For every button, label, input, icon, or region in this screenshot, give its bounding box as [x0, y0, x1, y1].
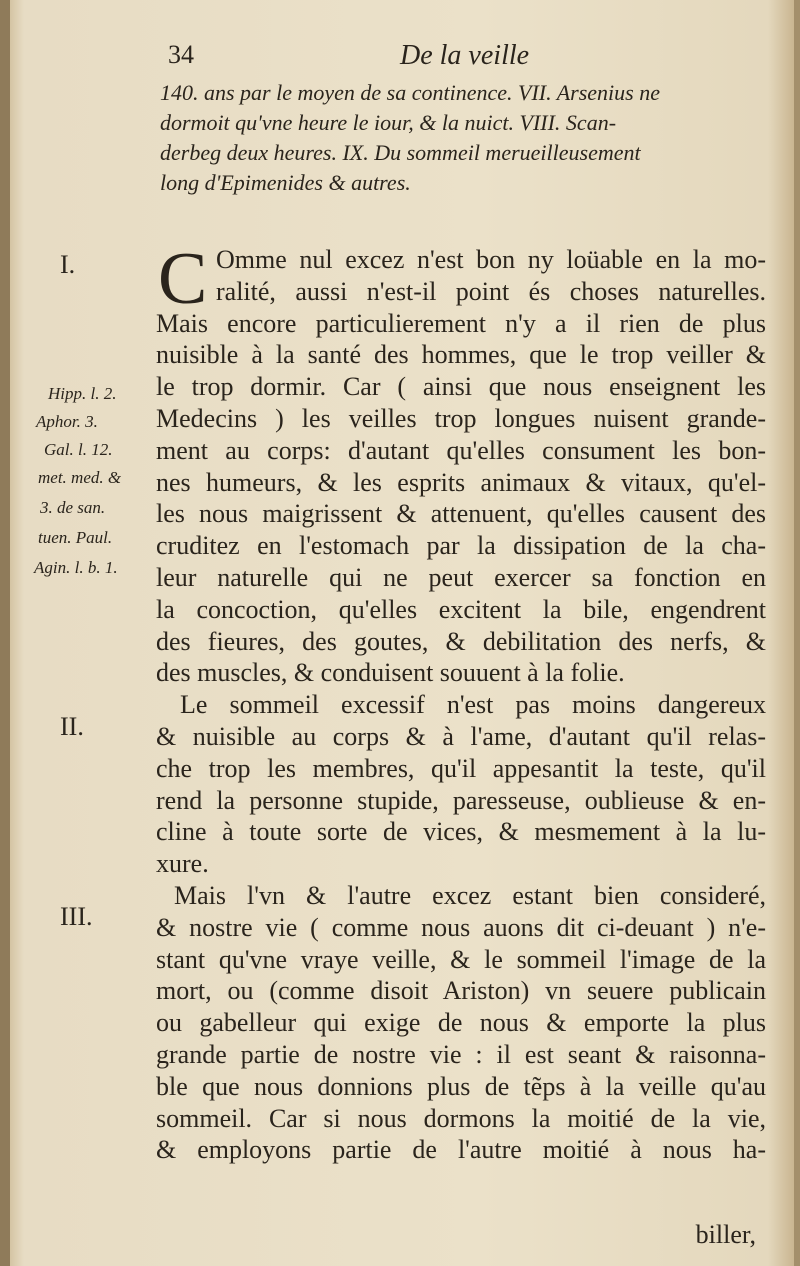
- summary-line: long d'Epimenides & autres.: [160, 170, 411, 195]
- margin-note: tuen. Paul.: [38, 528, 113, 547]
- text-line: grande partie de nostre vie : il est seant & raisonna-: [156, 1039, 766, 1069]
- summary-line: derbeg deux heures. IX. Du sommeil merueilleusement: [160, 140, 641, 165]
- text-line: Mais l'vn & l'autre excez estant bien consideré,: [174, 880, 766, 910]
- body-text: [156, 238, 766, 1166]
- text-line: ble que nous donnions plus de tẽps à la veille qu'au: [156, 1071, 766, 1101]
- text-line: Mais encore particulierement n'y a il rien de plus: [156, 308, 766, 338]
- margin-note: 3. de san.: [40, 498, 106, 517]
- section-number-3: III.: [60, 902, 93, 931]
- drop-cap: C: [158, 238, 208, 320]
- text-line: nuisible à la santé des hommes, que le trop veiller &: [156, 340, 766, 370]
- text-line: & nuisible au corps & à l'ame, d'autant qu'il relas-: [156, 721, 766, 751]
- text-line: des fieures, des goutes, & debilitation des nerfs, &: [156, 626, 766, 656]
- text-line: Omme nul excez n'est bon ny loüable en la mo-: [216, 245, 766, 274]
- text-line: mort, ou (comme disoit Ariston) vn seuere publicain: [156, 976, 766, 1006]
- text-line: ment au corps: d'autant qu'elles consument les bon-: [156, 435, 766, 465]
- text-line: Medecins ) les veilles trop longues nuisent grande-: [156, 403, 766, 433]
- text-line: cline à toute sorte de vices, & mesmement à la lu-: [156, 817, 766, 847]
- text-line: nes humeurs, & les esprits animaux & vitaux, qu'el-: [156, 467, 766, 497]
- text-line: che trop les membres, qu'il appesantit la teste, qu'il: [156, 753, 766, 783]
- text-line: Le sommeil excessif n'est pas moins dangereux: [180, 690, 766, 720]
- text-line: ralité, aussi n'est-il point és choses naturelles.: [216, 276, 766, 306]
- text-line: le trop dormir. Car ( ainsi que nous enseignent les: [156, 372, 766, 402]
- text-line: les nous maigrissent & attenuent, qu'elles causent des: [156, 499, 766, 529]
- chapter-summary: [160, 78, 770, 198]
- section-number-2: II.: [60, 712, 84, 741]
- text-line: & nostre vie ( comme nous auons dit ci-deuant ) n'e-: [156, 912, 766, 942]
- margin-note: met. med. &: [38, 468, 122, 487]
- text-line: & employons partie de l'autre moitié à nous ha-: [156, 1135, 766, 1165]
- running-title: De la veille: [400, 40, 530, 71]
- text-line: leur naturelle qui ne peut exercer sa fonction en: [156, 562, 766, 592]
- margin-note: Gal. l. 12.: [44, 440, 113, 459]
- summary-line: dormoit qu'vne heure le iour, & la nuict. VIII. Scan-: [160, 110, 617, 135]
- page-number: 34: [168, 40, 194, 69]
- text-line: rend la personne stupide, paresseuse, oublieuse & en-: [156, 785, 766, 815]
- text-line: stant qu'vne vraye veille, & le sommeil l'image de la: [156, 944, 766, 974]
- margin-note: Aphor. 3.: [36, 412, 98, 431]
- summary-line: 140. ans par le moyen de sa continence. VII. Arsenius ne: [160, 80, 660, 105]
- text-line: ou gabelleur qui exige de nous & emporte la plus: [156, 1008, 766, 1038]
- catchword: biller,: [695, 1220, 756, 1249]
- margin-note: Agin. l. b. 1.: [34, 558, 118, 577]
- text-line: des muscles, & conduisent souuent à la folie.: [156, 658, 625, 688]
- text-line: xure.: [156, 849, 209, 879]
- text-line: sommeil. Car si nous dormons la moitié de la vie,: [156, 1103, 766, 1133]
- text-line: cruditez en l'estomach par la dissipation de la cha-: [156, 531, 766, 561]
- margin-note: Hipp. l. 2.: [48, 384, 117, 403]
- text-line: la concoction, qu'elles excitent la bile, engendrent: [156, 594, 766, 624]
- section-number-1: I.: [60, 250, 76, 279]
- page-header: [0, 40, 800, 74]
